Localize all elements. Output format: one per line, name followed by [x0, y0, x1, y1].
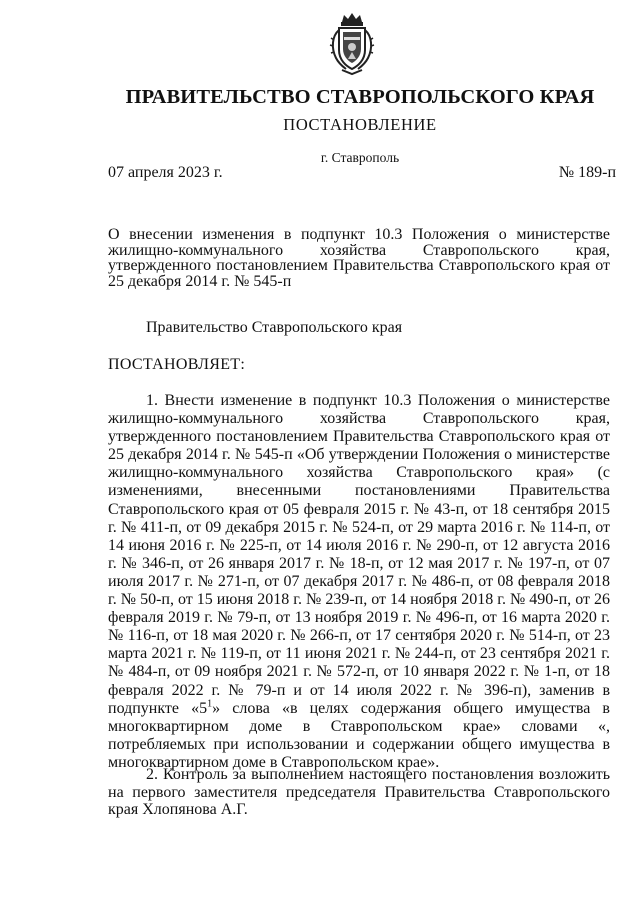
- organization-title: ПРАВИТЕЛЬСТВО СТАВРОПОЛЬСКОГО КРАЯ: [125, 86, 595, 108]
- document-date: 07 апреля 2023 г.: [108, 164, 223, 181]
- subject-text: О внесении изменения в подпункт 10.3 Положения о министерстве жилищно-коммунального хозяйства Ставропольского края, утвержденного постановлением Правительства Ставропольского края от 25 декабря 2014 г. № 545-п: [108, 226, 610, 291]
- paragraph-1-text: 1. Внести изменение в подпункт 10.3 Положения о министерстве жилищно-коммунального хозяйства Ставропольского края, утвержденного постановлением Правительства Ставропольского края от 25 декабря 2014 г. № 545-п «Об утверждении Положения о министерстве жилищно-коммунального хозяйства Ставропольского края» (с изменениями, внесенными постановлениями Правительства Ставропольского края от 05 февраля 2015 г. № 43-п, от 18 сентября 2015 г. № 411-п, от 09 декабря 2015 г. № 524-п, от 29 марта 2016 г. № 114-п, от 14 июня 2016 г. № 225-п, от 14 июля 2016 г. № 290-п, от 12 августа 2016 г. № 346-п, от 26 января 2017 г. № 18-п, от 12 мая 2017 г. № 197-п, от 07 июля 2017 г. № 271-п, от 07 декабря 2017 г. № 486-п, от 08 февраля 2018 г. № 50-п, от 15 июня 2018 г. № 239-п, от 14 ноября 2018 г. № 490-п, от 26 февраля 2019 г. № 79-п, от 13 ноября 2019 г. № 496-п, от 16 марта 2020 г. № 116-п, от 18 мая 2020 г. № 266-п, от 17 сентября 2020 г. № 514-п, от 23 марта 2021 г. № 119-п, от 11 июня 2021 г. № 244-п, от 23 сентября 2021 г. № 484-п, от 09 ноября 2021 г. № 572-п, от 10 января 2022 г. № 1-п, от 18 февраля 2022 г. № 79-п и от 14 июля 2022 г. № 396-п), заменив в подпункте «5: [108, 392, 610, 717]
- paragraph-1-superscript: 1: [207, 698, 213, 710]
- paragraph-1: [108, 392, 610, 772]
- paragraph-2: 2. Контроль за выполнением настоящего постановления возложить на первого заместителя председателя Правительства Ставропольского края Хлопянова А.Г.: [108, 766, 610, 818]
- document-type: ПОСТАНОВЛЕНИЕ: [283, 115, 437, 134]
- document-number: № 189-п: [558, 164, 616, 181]
- coat-of-arms-icon: [328, 12, 376, 76]
- document-subject: [108, 227, 610, 290]
- preamble: Правительство Ставропольского края: [146, 319, 403, 336]
- paragraph-1-text-end: » слова «в целях содержания общего имущества в многоквартирном доме в Ставропольском крае» словами «, потребляемых при использовании и содержании общего имущества в многоквартирном доме в Ставропольском крае».: [108, 699, 610, 771]
- city-line: г. Ставрополь: [320, 150, 400, 165]
- resolves-heading: ПОСТАНОВЛЯЕТ:: [108, 356, 246, 373]
